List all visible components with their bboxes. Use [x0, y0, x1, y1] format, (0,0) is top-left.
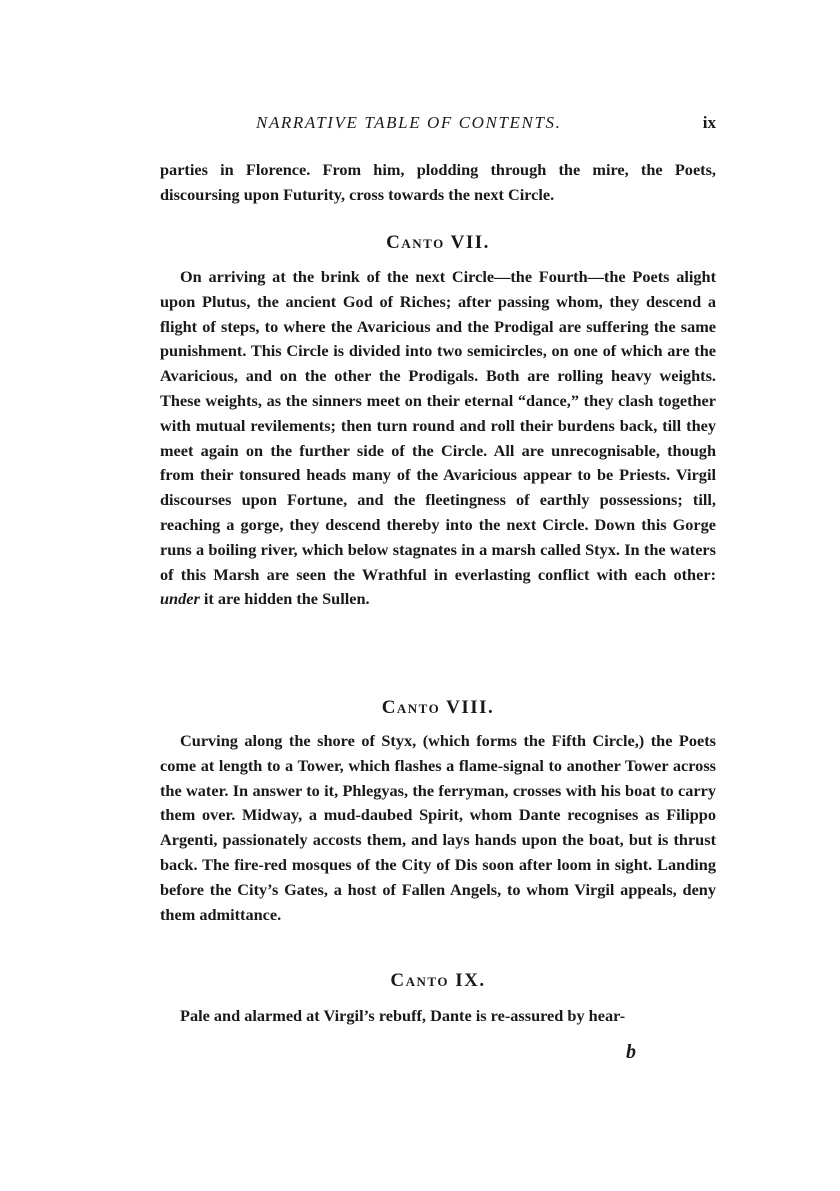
canto-vii-text: On arriving at the brink of the next Circle—the Fourth—the Poets alight upon Plutus, the ancient God of Riches; after passing whom, they descend a flight of steps, to where the Avaricious and the Prodigal are suffering the same punishment. This Circle is divided into two semicircles, on one of which are the Avaricious, and on the other the Prodigals. Both are rolling heavy weights. These weights, as the sinners meet on their eternal “dance,” they clash together with mutual revilements; then turn round and roll their burdens back, till they meet again on the further side of the Circle. All are unrecognisable, though from their tonsured heads many of the Avaricious appear to be Priests. Virgil discourses upon Fortune, and the fleetingness of earthly possessions; till, reaching a gorge, they descend thereby into the next Circle. Down this Gorge runs a boiling river, which below stagnates in a marsh called Styx. In the waters of this Marsh are seen the Wrathful in everlasting conflict with each other: — [160, 267, 716, 584]
canto-viii-paragraph: Curving along the shore of Styx, (which forms the Fifth Circle,) the Poets come at length to a Tower, which flashes a flame-signal to another Tower across the water. In answer to it, Phlegyas, the ferryman, crosses with his boat to carry them over. Midway, a mud-daubed Spirit, whom Dante recognises as Filippo Argenti, passionately accosts them, and lays hands upon the boat, but is thrust back. The fire-red mosques of the City of Dis soon after loom in sight. Landing before the City’s Gates, a host of Fallen Angels, to whom Virgil appeals, deny them admittance. — [160, 731, 716, 924]
canto-heading-viii: Canto VIII. — [381, 697, 495, 718]
canto-ix-paragraph: Pale and alarmed at Virgil’s rebuff, Dante is re-assured by hear- — [180, 1006, 626, 1025]
running-head — [160, 113, 716, 139]
running-title: NARRATIVE TABLE OF CONTENTS. — [256, 113, 562, 132]
canto-heading-ix: Canto IX. — [390, 970, 486, 991]
canto-vii-text-end: it are hidden the Sullen. — [203, 589, 370, 609]
canto-vii-emphasis: under — [160, 589, 200, 609]
signature-mark: b — [626, 1041, 636, 1063]
canto-vii-paragraph — [160, 265, 716, 612]
page-number: ix — [702, 113, 716, 132]
canto-heading-vii: Canto VII. — [386, 232, 490, 253]
opening-paragraph: parties in Florence. From him, plodding through the mire, the Poets, discoursing upon Futurity, cross towards the next Circle. — [160, 160, 716, 204]
